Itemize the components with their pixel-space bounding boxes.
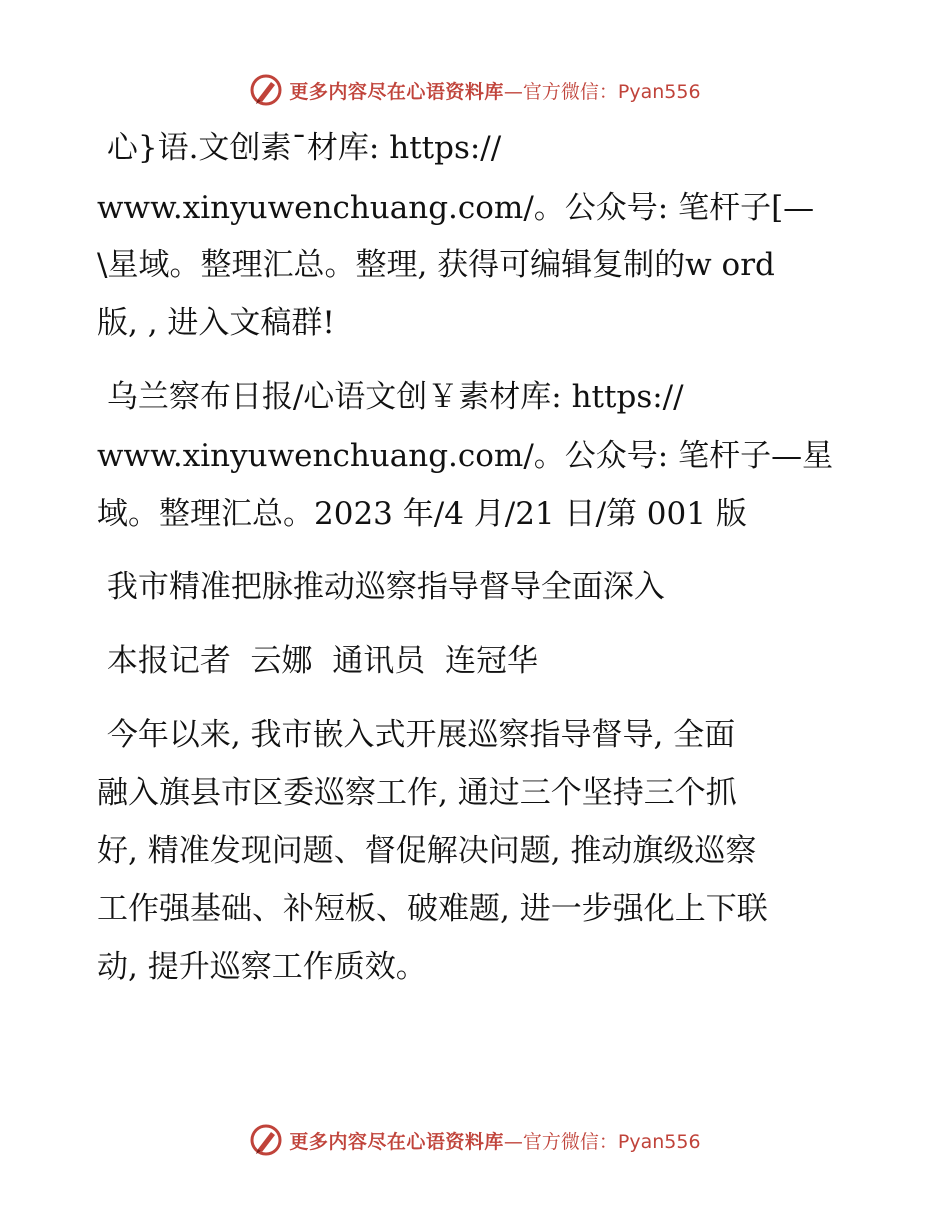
text-line: 融入旗县市区委巡察工作, 通过三个坚持三个抓 bbox=[97, 775, 737, 811]
text-line: www.xinyuwenchuang.com/。公众号: 笔杆子[— bbox=[97, 190, 815, 226]
text-line: 版, , 进入文稿群! bbox=[97, 305, 335, 341]
text-line: 今年以来, 我市嵌入式开展巡察指导督导, 全面 bbox=[97, 717, 736, 753]
pen-logo-icon bbox=[249, 1123, 283, 1157]
text-line: 域。整理汇总。2023 年/4 月/21 日/第 001 版 bbox=[97, 496, 747, 532]
text-line: 心}语.文创素¯材库: https:// bbox=[97, 130, 502, 166]
text-line: 乌兰察布日报/心语文创￥素材库: https:// bbox=[97, 379, 684, 415]
watermark-wechat-text: —官方微信：Pyan556 bbox=[503, 80, 701, 103]
text-line: \星域。整理汇总。整理, 获得可编辑复制的w ord bbox=[97, 247, 775, 283]
watermark-wechat-text: —官方微信：Pyan556 bbox=[503, 1130, 701, 1153]
watermark-main-text: 更多内容尽在心语资料库 bbox=[289, 80, 504, 103]
article-headline: 我市精准把脉推动巡察指导督导全面深入 bbox=[97, 569, 665, 605]
watermark-main-text: 更多内容尽在心语资料库 bbox=[289, 1130, 504, 1153]
text-line: www.xinyuwenchuang.com/。公众号: 笔杆子—星 bbox=[97, 438, 834, 474]
text-line: 工作强基础、补短板、破难题, 进一步强化上下联 bbox=[97, 891, 768, 927]
article-byline: 本报记者 云娜 通讯员 连冠华 bbox=[97, 643, 538, 679]
text-line: 好, 精准发现问题、督促解决问题, 推动旗级巡察 bbox=[97, 833, 757, 869]
footer-watermark bbox=[0, 1120, 950, 1160]
text-line: 动, 提升巡察工作质效。 bbox=[97, 949, 427, 985]
